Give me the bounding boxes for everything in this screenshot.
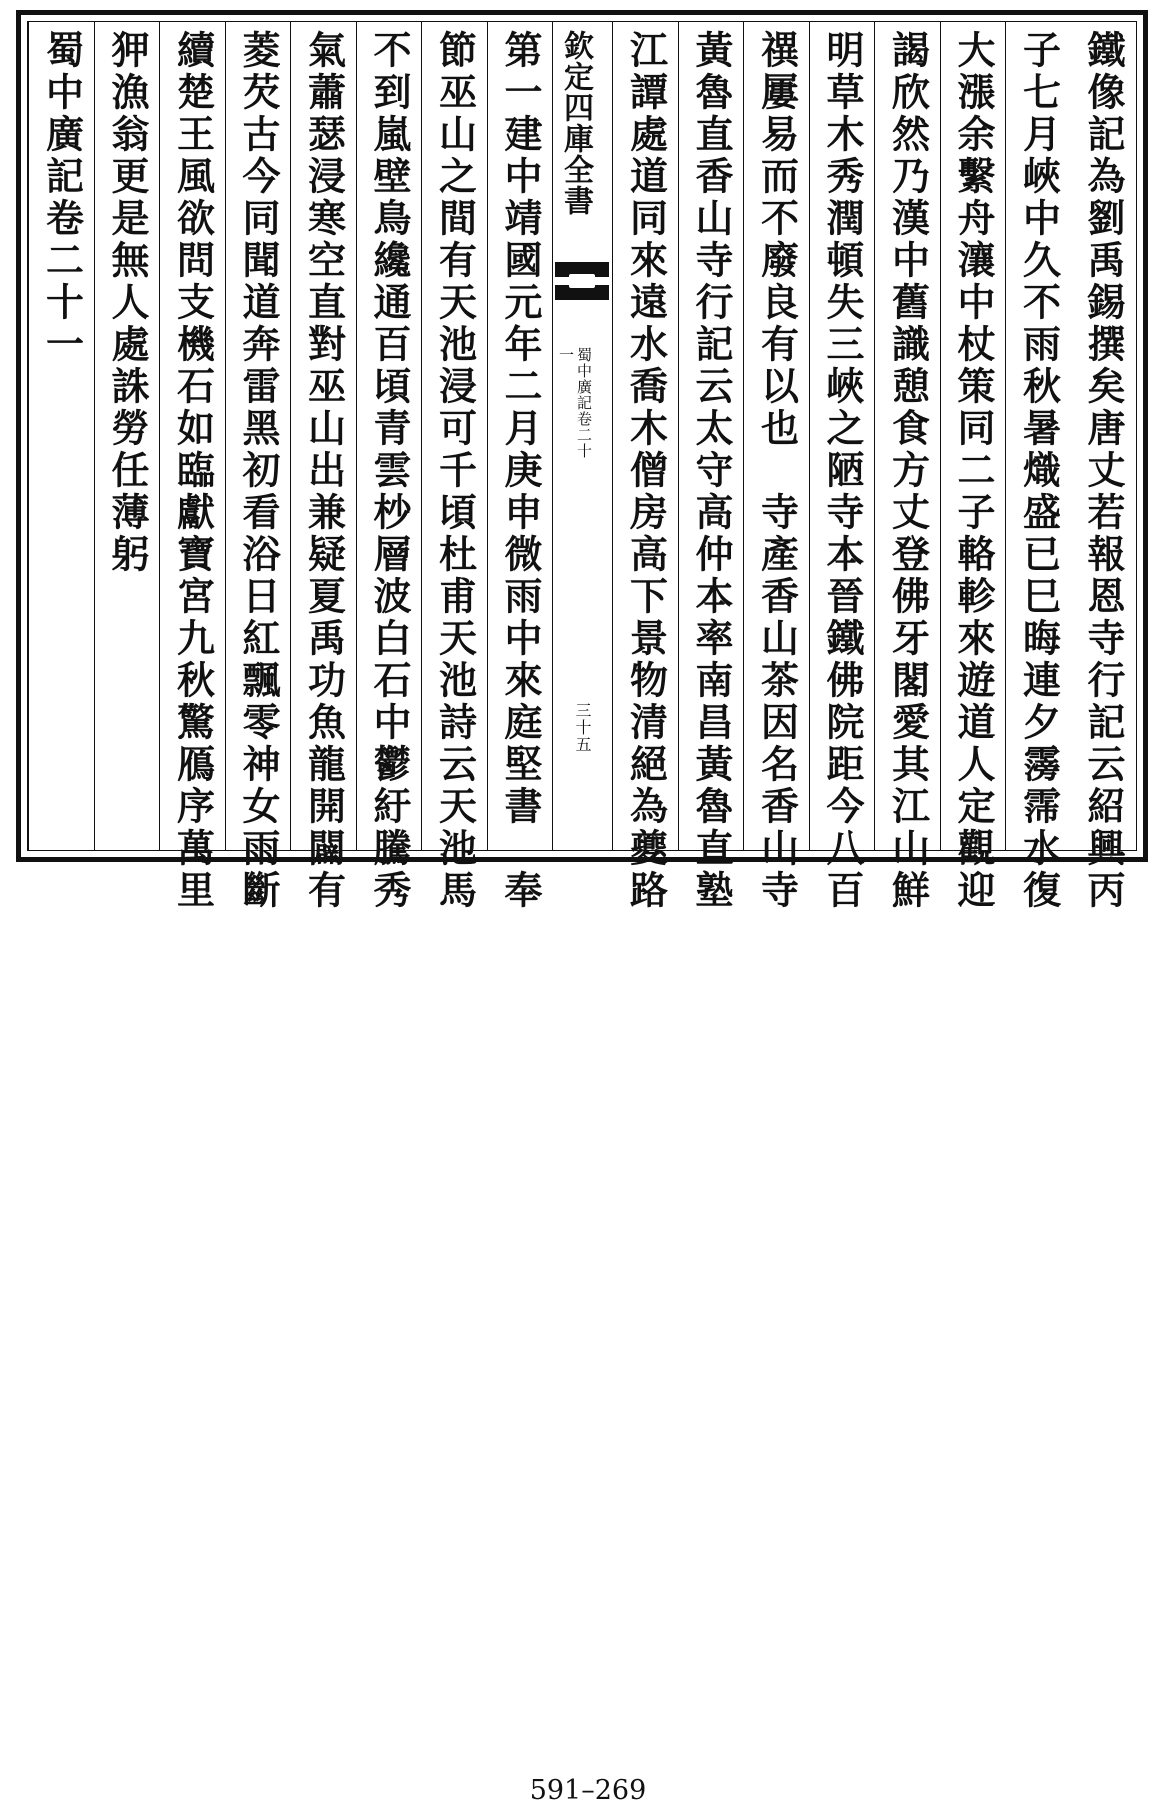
column-text: 禩屢易而不廢良有以也 寺產香山茶因名香山寺 — [754, 30, 800, 912]
text-column-4 — [874, 22, 941, 912]
column-text: 謁欣然乃漢中舊識憩食方丈登佛牙閣愛其江山鮮 — [885, 30, 931, 912]
book-name: 蜀中廣記 — [575, 347, 593, 411]
column-text: 明草木秀潤頓失三峽之陋寺本晉鐵佛院距今八百 — [820, 30, 865, 912]
text-column-5 — [809, 22, 876, 912]
volume-number: 卷二十一 — [557, 347, 593, 459]
text-column-10 — [421, 22, 488, 912]
text-column-12 — [290, 22, 357, 912]
text-column-2 — [1005, 22, 1072, 912]
column-text: 大漲余繫舟瀼中杖策同二子輅軫來遊道人定觀迎 — [951, 30, 996, 912]
text-column-6 — [743, 22, 810, 912]
column-text: 氣蕭瑟浸寒空直對巫山出兼疑夏禹功魚龍開闢有 — [301, 30, 347, 912]
text-column-14 — [159, 22, 226, 912]
leaf-number: 三十五 — [573, 702, 592, 753]
page-frame — [16, 10, 1148, 912]
column-text: 不到嵐壁鳥纔通百頃青雲杪層波白石中鬱紆騰秀 — [367, 30, 412, 912]
collection-title: 欽定四庫全書 — [558, 30, 593, 216]
text-column-13 — [225, 22, 292, 912]
column-text: 蜀中廣記卷二十一 — [39, 30, 85, 366]
fish-tail-mark — [555, 262, 609, 300]
column-text: 狎漁翁更是無人處誅勞任薄躬 — [105, 30, 150, 576]
text-column-11 — [356, 22, 423, 912]
book-title-small — [557, 347, 593, 467]
column-text: 江譚處道同來遠水喬木僧房高下景物清絕為夔路 — [623, 30, 669, 912]
center-fold — [552, 22, 613, 850]
column-text: 子七月峽中久不雨秋暑熾盛已巳晦連夕霶霈水復 — [1016, 30, 1062, 912]
column-text: 菱芡古今同聞道奔雷黑初看浴日紅飄零神女雨斷 — [236, 30, 281, 912]
column-text: 續楚王風欲問支機石如臨獻寶宮九秋驚鴈序萬里 — [170, 30, 216, 912]
text-column-16 — [28, 22, 95, 850]
text-column-15 — [94, 22, 161, 850]
text-column-7 — [678, 22, 745, 912]
text-column-9 — [487, 22, 554, 912]
text-column-3 — [940, 22, 1007, 912]
text-column-8 — [612, 22, 679, 912]
column-text: 鐵像記為劉禹錫撰矣唐丈若報恩寺行記云紹興丙 — [1081, 30, 1126, 912]
text-column-1 — [1071, 22, 1137, 912]
text-block — [27, 21, 1137, 912]
column-text: 節巫山之間有天池浸可千頃杜甫天池詩云天池馬 — [432, 30, 478, 912]
column-text: 第一建中靖國元年二月庚申微雨中來庭堅書 奉 — [498, 30, 543, 912]
page-number: 591–269 — [529, 1775, 647, 1806]
column-text: 黃魯直香山寺行記云太守高仲本率南昌黃魯直塾 — [689, 30, 734, 912]
